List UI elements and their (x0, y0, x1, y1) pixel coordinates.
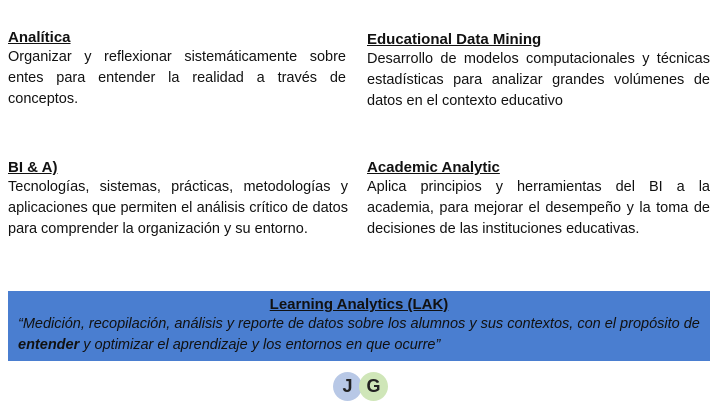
lak-title: Learning Analytics (LAK) (269, 296, 449, 313)
lak-quote (18, 314, 700, 356)
learning-analytics-box (8, 291, 710, 361)
lak-quote-part1: “Medición, recopilación, análisis y reporte de datos sobre los alumnos y sus contextos, con el propósito de (18, 316, 700, 332)
definition-title: Academic Analytic (367, 159, 500, 176)
definition-text: Desarrollo de modelos computacionales y técnicas estadísticas para analizar grandes volúmenes de datos en el contexto educativo (367, 51, 710, 109)
definition-educational-data-mining (367, 30, 710, 112)
logo-letter-g: G (359, 372, 388, 401)
definition-text: Aplica principios y herramientas del BI a la academia, para mejorar el desempeño y la toma de decisiones de las instituciones educativas. (367, 179, 710, 237)
definition-bi-a (8, 158, 348, 240)
lak-quote-emphasis: entender (18, 337, 80, 353)
logo-letter-j: J (333, 372, 362, 401)
definition-title: BI & A) (8, 159, 58, 176)
definition-academic-analytic (367, 158, 710, 240)
jg-logo (333, 372, 391, 402)
definition-title: Analítica (8, 29, 71, 46)
definition-text: Tecnologías, sistemas, prácticas, metodologías y aplicaciones que permiten el análisis crítico de datos para comprender la organización y su entorno. (8, 179, 348, 237)
lak-quote-part2: y optimizar el aprendizaje y los entornos en que ocurre” (79, 337, 441, 353)
definition-text: Organizar y reflexionar sistemáticamente sobre entes para entender la realidad a través de conceptos. (8, 49, 346, 107)
definition-analitica (8, 28, 346, 110)
definition-title: Educational Data Mining (367, 31, 542, 48)
